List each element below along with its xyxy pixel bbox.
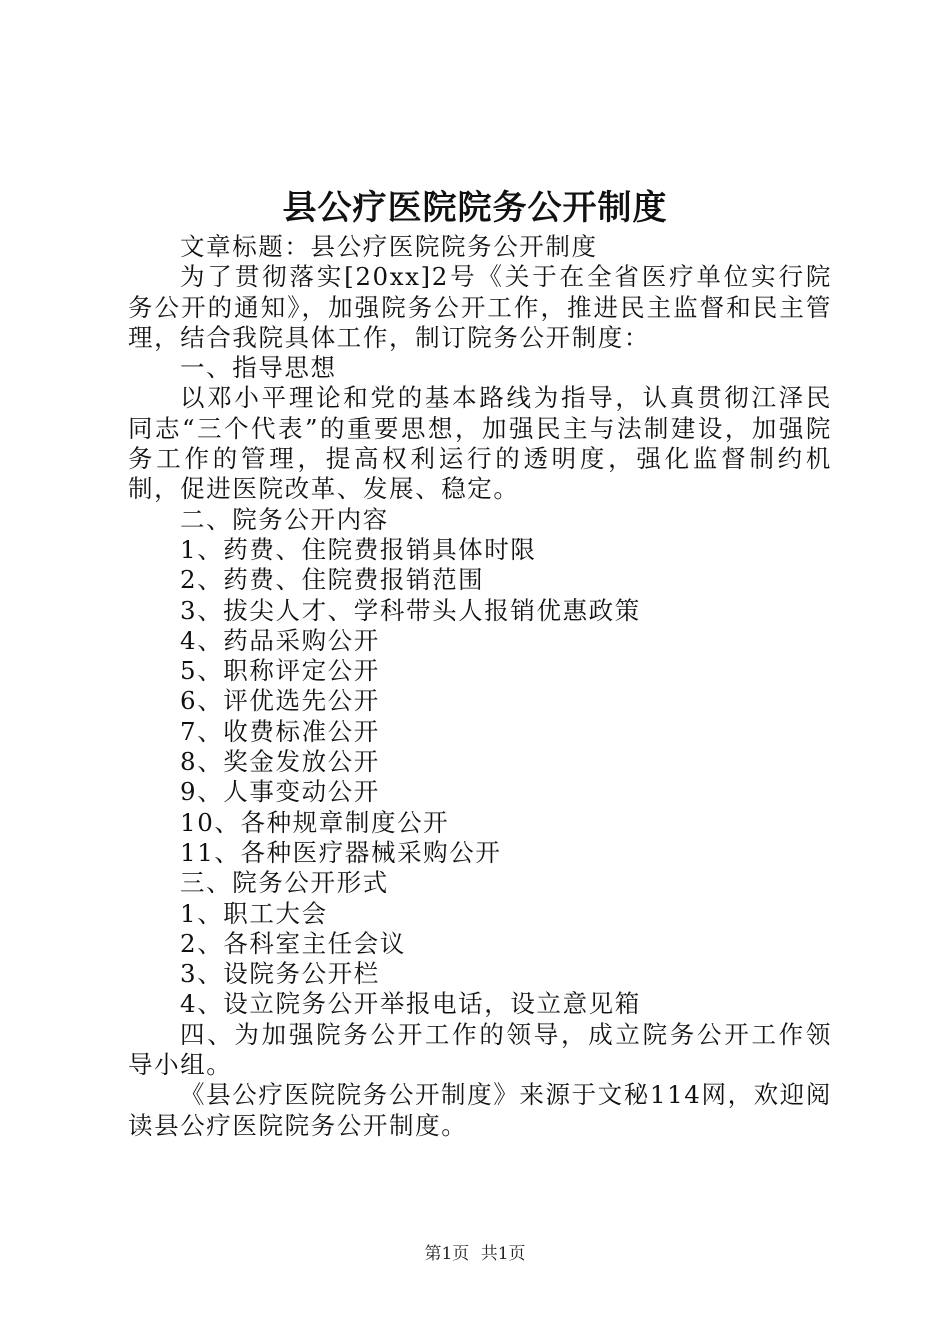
list-item: 10、各种规章制度公开: [180, 807, 450, 837]
list-item: 2、药费、住院费报销范围: [180, 565, 485, 595]
list-item: 9、人事变动公开: [180, 777, 380, 807]
section-heading-1: 一、指导思想: [180, 353, 337, 383]
list-item: 1、职工大会: [180, 898, 328, 928]
paragraph-guiding-thought: 以邓小平理论和党的基本路线为指导，认真贯彻江泽民同志“三个代表”的重要思想，加强民主与法制建设，加强院务工作的管理，提高权利运行的透明度，强化监督制约机制，促进医院改革、发展、稳定。: [128, 383, 832, 504]
section-heading-4: 四、为加强院务公开工作的领导，成立院务公开工作领导小组。: [128, 1019, 832, 1080]
section-heading-2: 二、院务公开内容: [180, 504, 389, 534]
list-item: 4、药品采购公开: [180, 625, 380, 655]
list-item: 1、药费、住院费报销具体时限: [180, 534, 537, 564]
document-title: 县公疗医院院务公开制度: [282, 188, 668, 228]
paragraph-article-title: 文章标题：县公疗医院院务公开制度: [180, 232, 598, 261]
page-footer: [0, 1241, 950, 1267]
list-item: 3、设院务公开栏: [180, 959, 380, 989]
list-item: 7、收费标准公开: [180, 716, 380, 746]
list-item: 8、奖金发放公开: [180, 747, 380, 777]
list-item: 3、拔尖人才、学科带头人报销优惠政策: [180, 595, 641, 625]
paragraph-source: 《县公疗医院院务公开制度》来源于文秘114网，欢迎阅读县公疗医院院务公开制度。: [128, 1080, 832, 1140]
page-number: 第1页: [424, 1244, 470, 1264]
list-item: 5、职称评定公开: [180, 656, 380, 686]
paragraph-intro: 为了贯彻落实[20xx]2号《关于在全省医疗单位实行院务公开的通知》，加强院务公开工作，推进民主监督和民主管理，结合我院具体工作，制订院务公开制度：: [128, 262, 832, 352]
list-item: 2、各科室主任会议: [180, 928, 406, 958]
list-item: 6、评优选先公开: [180, 686, 380, 716]
list-item: 4、设立院务公开举报电话，设立意见箱: [180, 989, 641, 1019]
list-item: 11、各种医疗器械采购公开: [180, 837, 502, 867]
section-heading-3: 三、院务公开形式: [180, 868, 389, 898]
page-total: 共1页: [480, 1244, 526, 1264]
document-body: [128, 232, 832, 1141]
